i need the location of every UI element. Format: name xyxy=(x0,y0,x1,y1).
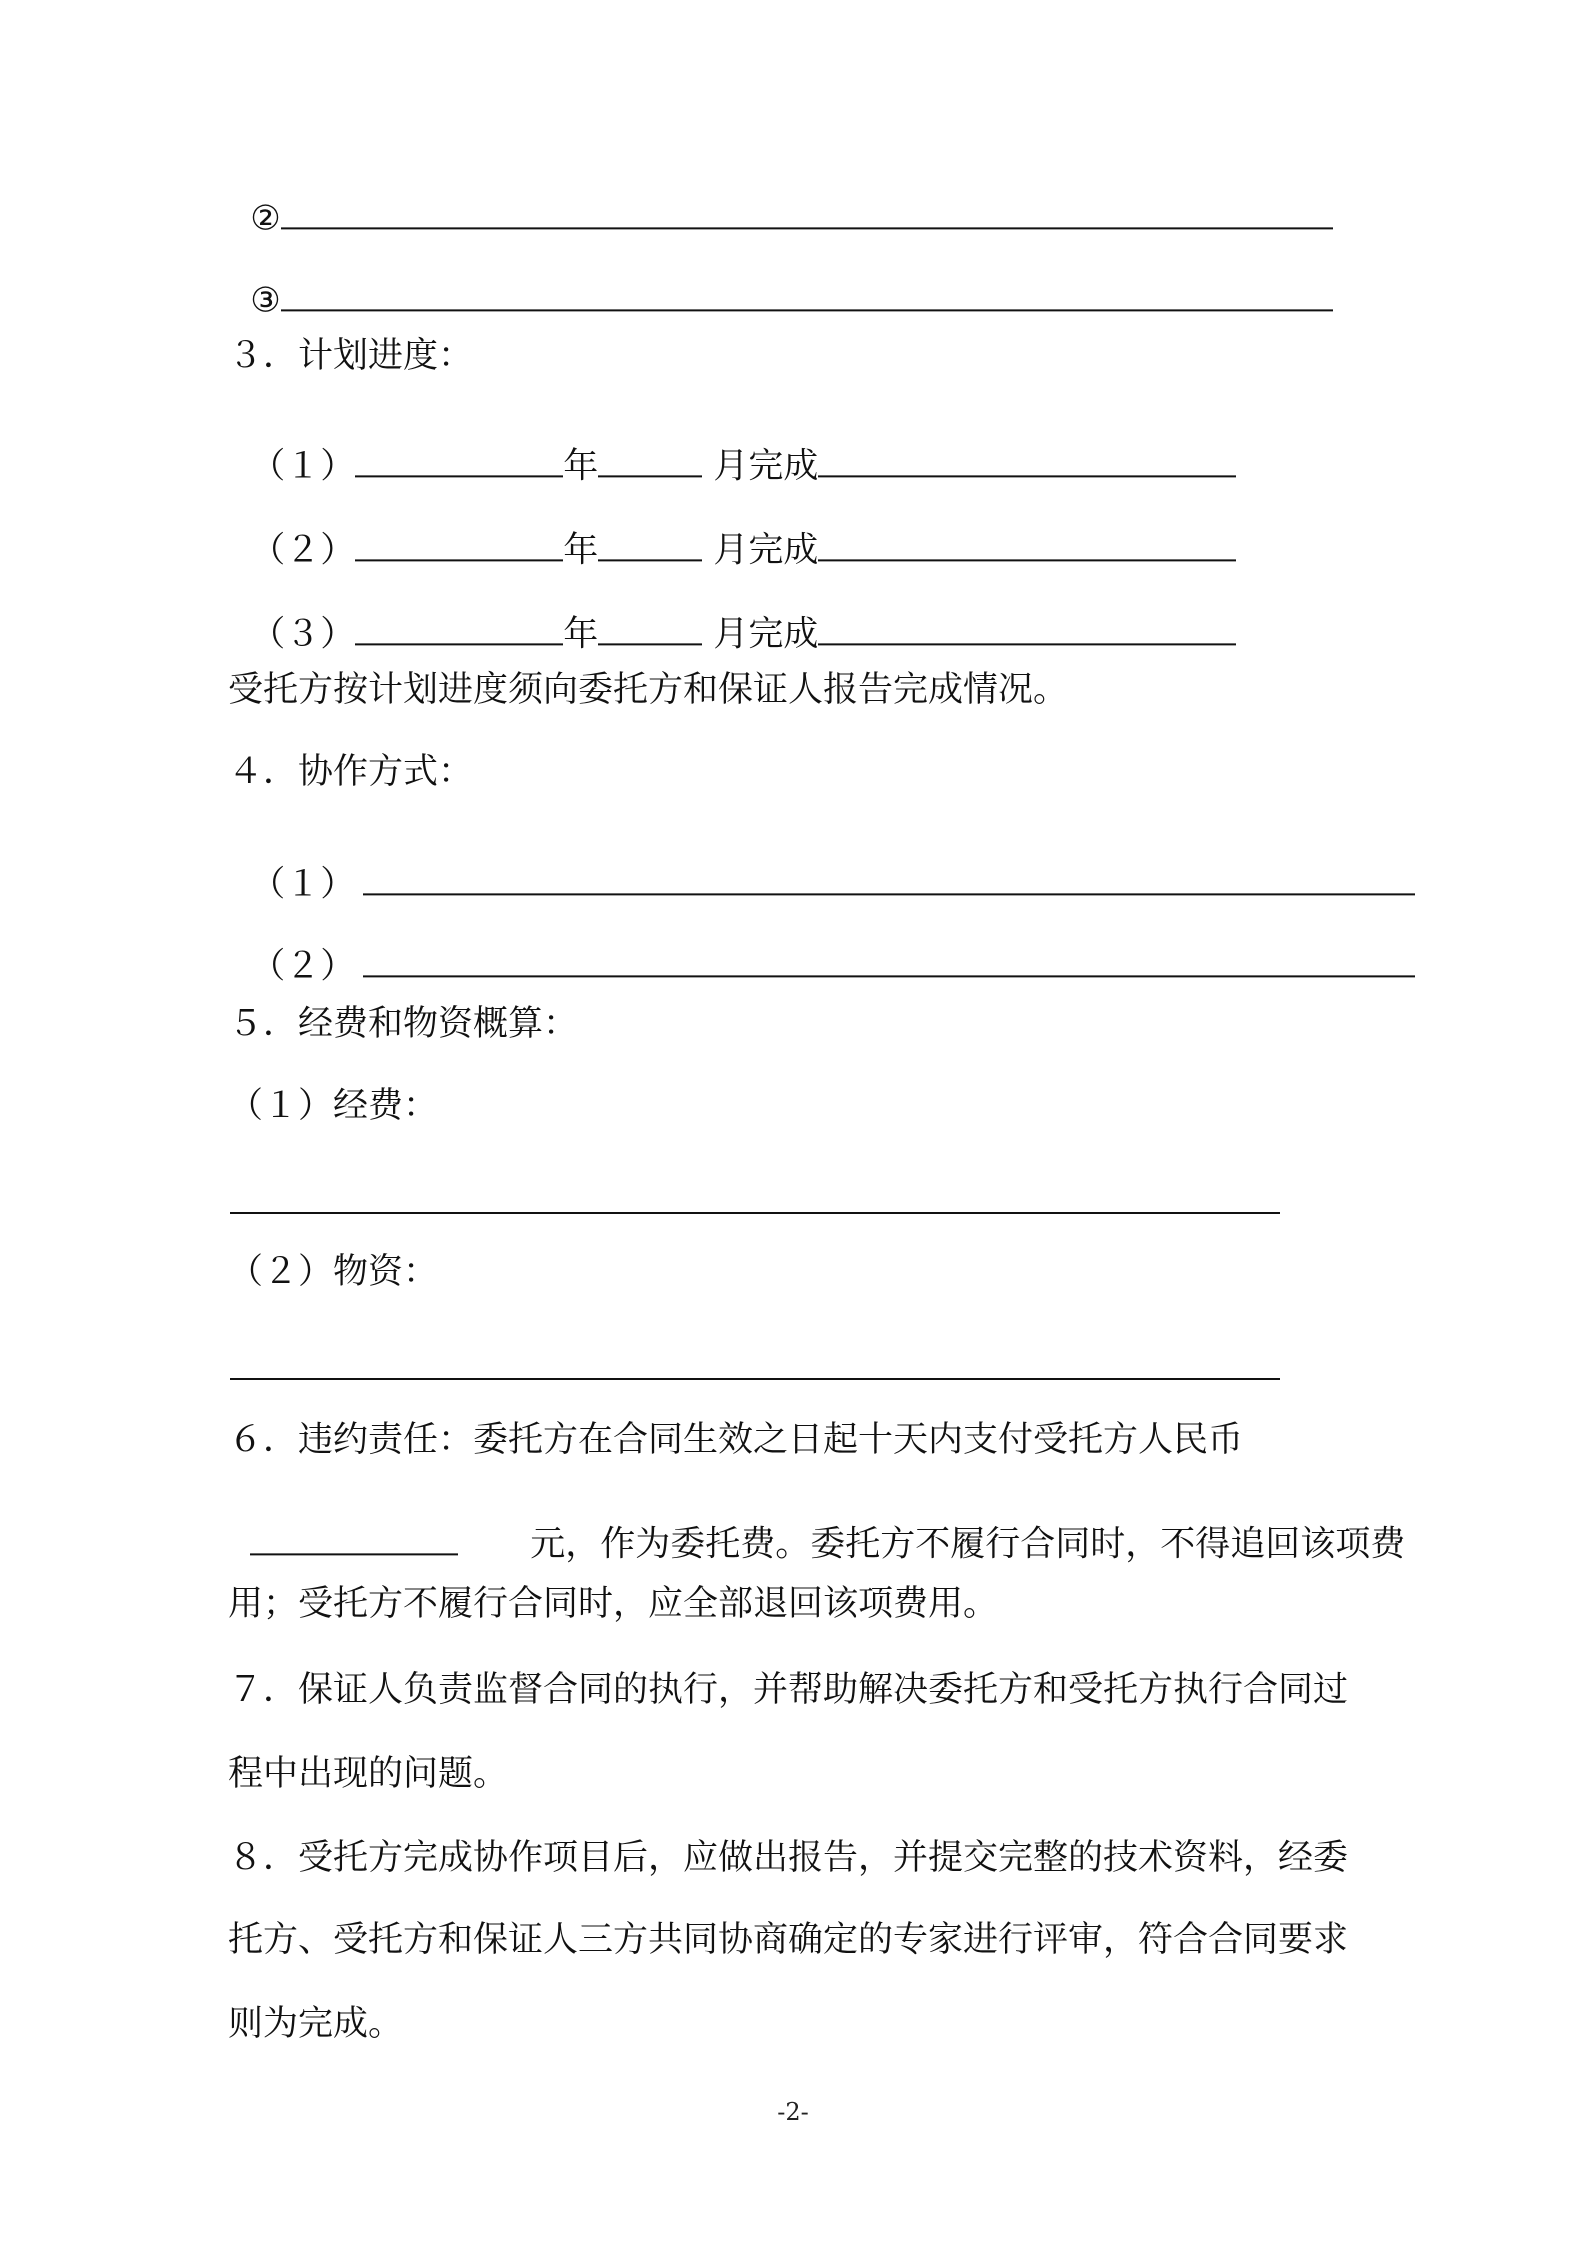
schedule-row-number: （２） xyxy=(250,530,356,571)
clause-6-line-1: ６．违约责任：委托方在合同生效之日起十天内支付受托方人民币 xyxy=(228,1420,1244,1460)
materials-blank[interactable] xyxy=(230,1378,1280,1380)
month-done-label: 月完成 xyxy=(702,614,819,655)
clause-8-line-1: ８．受托方完成协作项目后，应做出报告，并提交完整的技术资料，经委 xyxy=(228,1838,1349,1878)
task-blank[interactable] xyxy=(818,442,1236,477)
item-circled-2-label: ② xyxy=(250,198,281,239)
clause-6-line-2 xyxy=(228,1478,1405,1565)
year-blank[interactable] xyxy=(355,442,563,477)
schedule-row-number: （１） xyxy=(250,446,356,487)
month-blank[interactable] xyxy=(598,526,702,561)
budget-materials-label: （２）物资： xyxy=(228,1252,439,1292)
fill-in-blank[interactable] xyxy=(281,276,1333,311)
budget-funds-label: （１）经费： xyxy=(228,1086,439,1126)
month-blank[interactable] xyxy=(598,442,702,477)
section-4-heading: ４．协作方式： xyxy=(228,752,474,792)
year-blank[interactable] xyxy=(355,526,563,561)
page-number: -2- xyxy=(777,2098,809,2126)
cooperation-row-2 xyxy=(228,900,1415,987)
task-blank[interactable] xyxy=(818,526,1236,561)
month-done-label: 月完成 xyxy=(702,446,819,487)
month-done-label: 月完成 xyxy=(702,530,819,571)
section-3-heading: ３．计划进度： xyxy=(228,336,474,376)
clause-6-line-2-text: 元，作为委托费。委托方不履行合同时，不得追回该项费 xyxy=(530,1524,1406,1565)
item-circled-3-label: ③ xyxy=(250,280,281,321)
clause-7-line-1: ７．保证人负责监督合同的执行，并帮助解决委托方和受托方执行合同过 xyxy=(228,1670,1349,1710)
month-blank[interactable] xyxy=(598,610,702,645)
year-label: 年 xyxy=(563,614,599,655)
item-circled-2 xyxy=(228,152,1333,239)
year-label: 年 xyxy=(563,530,599,571)
funds-blank[interactable] xyxy=(230,1212,1280,1214)
amount-blank[interactable] xyxy=(250,1520,458,1555)
schedule-row-3 xyxy=(228,568,1236,655)
clause-7-line-2: 程中出现的问题。 xyxy=(228,1754,509,1794)
clause-6-line-3: 用；受托方不履行合同时，应全部退回该项费用。 xyxy=(228,1584,999,1624)
schedule-row-2 xyxy=(228,484,1236,571)
fill-in-blank[interactable] xyxy=(363,942,1415,977)
cooperation-row-number: （１） xyxy=(250,864,356,905)
year-blank[interactable] xyxy=(355,610,563,645)
cooperation-row-1 xyxy=(228,818,1415,905)
fill-in-blank[interactable] xyxy=(281,194,1333,229)
item-circled-3 xyxy=(228,234,1333,321)
clause-8-line-3: 则为完成。 xyxy=(228,2004,404,2044)
report-note: 受托方按计划进度须向委托方和保证人报告完成情况。 xyxy=(228,670,1069,710)
year-label: 年 xyxy=(563,446,599,487)
task-blank[interactable] xyxy=(818,610,1236,645)
section-5-heading: ５．经费和物资概算： xyxy=(228,1004,579,1044)
fill-in-blank[interactable] xyxy=(363,860,1415,895)
schedule-row-number: （３） xyxy=(250,614,356,655)
schedule-row-1 xyxy=(228,400,1236,487)
clause-8-line-2: 托方、受托方和保证人三方共同协商确定的专家进行评审，符合合同要求 xyxy=(228,1920,1349,1960)
cooperation-row-number: （２） xyxy=(250,946,356,987)
